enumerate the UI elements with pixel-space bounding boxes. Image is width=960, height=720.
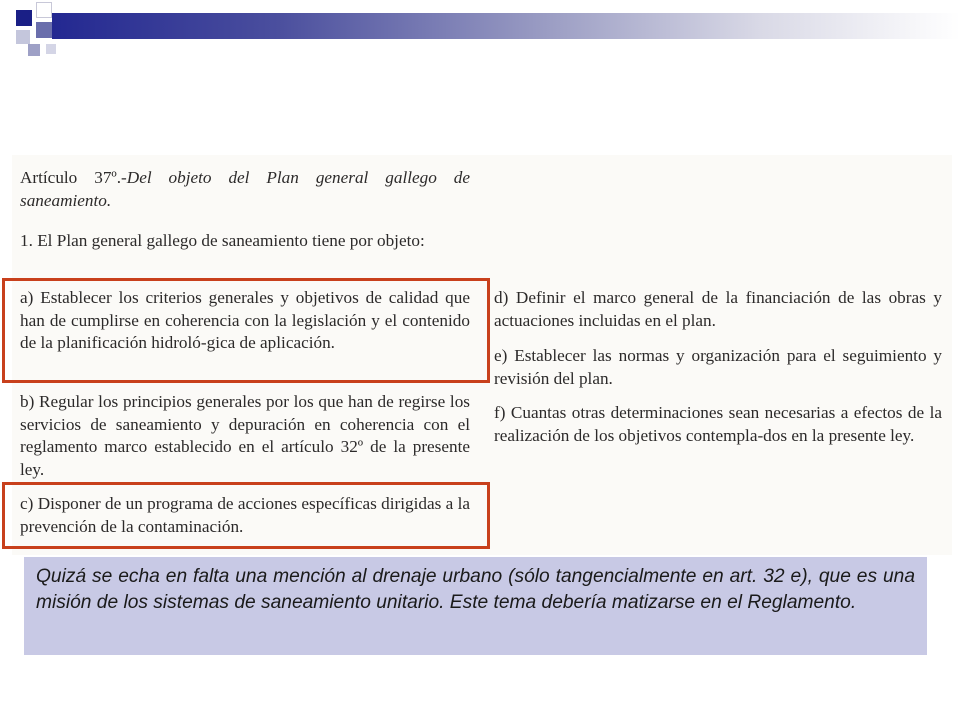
decor-square	[36, 22, 52, 38]
article-intro: 1. El Plan general gallego de saneamiento tiene por objeto:	[20, 231, 425, 250]
article-heading	[20, 167, 470, 212]
decor-square	[16, 30, 30, 44]
highlight-box-item-a	[2, 278, 490, 383]
article-number: Artículo 37º.-	[20, 168, 127, 187]
decor-square	[16, 10, 32, 26]
item-b: b) Regular los principios generales por los que han de regirse los servicios de saneamiento y depuración en coherencia con el reglamento marco establecido en el artículo 32º de la presente ley.	[20, 392, 470, 479]
comment-box	[24, 557, 927, 655]
header-gradient-bar	[52, 13, 960, 39]
decor-square	[28, 44, 40, 56]
decor-square	[46, 44, 56, 54]
article-title: Del objeto del Plan general gallego de saneamiento.	[20, 168, 471, 210]
highlight-box-item-c	[2, 482, 490, 549]
item-c: c) Disponer de un programa de acciones específicas dirigidas a la prevención de la contaminación.	[20, 494, 470, 536]
comment-text: Quizá se echa en falta una mención al drenaje urbano (sólo tangencialmente en art. 32 e), que es una misión de los sistemas de saneamiento unitario. Este tema debería matizarse en el Reglamento.	[36, 566, 915, 613]
item-e: e) Establecer las normas y organización para el seguimiento y revisión del plan.	[494, 346, 942, 388]
decor-square	[36, 2, 52, 18]
item-a: a) Establecer los criterios generales y objetivos de calidad que han de cumplirse en coherencia con la legislación y el contenido de la planificación hidroló-gica de aplicación.	[20, 288, 470, 352]
item-d: d) Definir el marco general de la financiación de las obras y actuaciones incluidas en el plan.	[494, 288, 942, 330]
item-f: f) Cuantas otras determinaciones sean necesarias a efectos de la realización de los objetivos contempla-dos en la presente ley.	[494, 403, 942, 445]
